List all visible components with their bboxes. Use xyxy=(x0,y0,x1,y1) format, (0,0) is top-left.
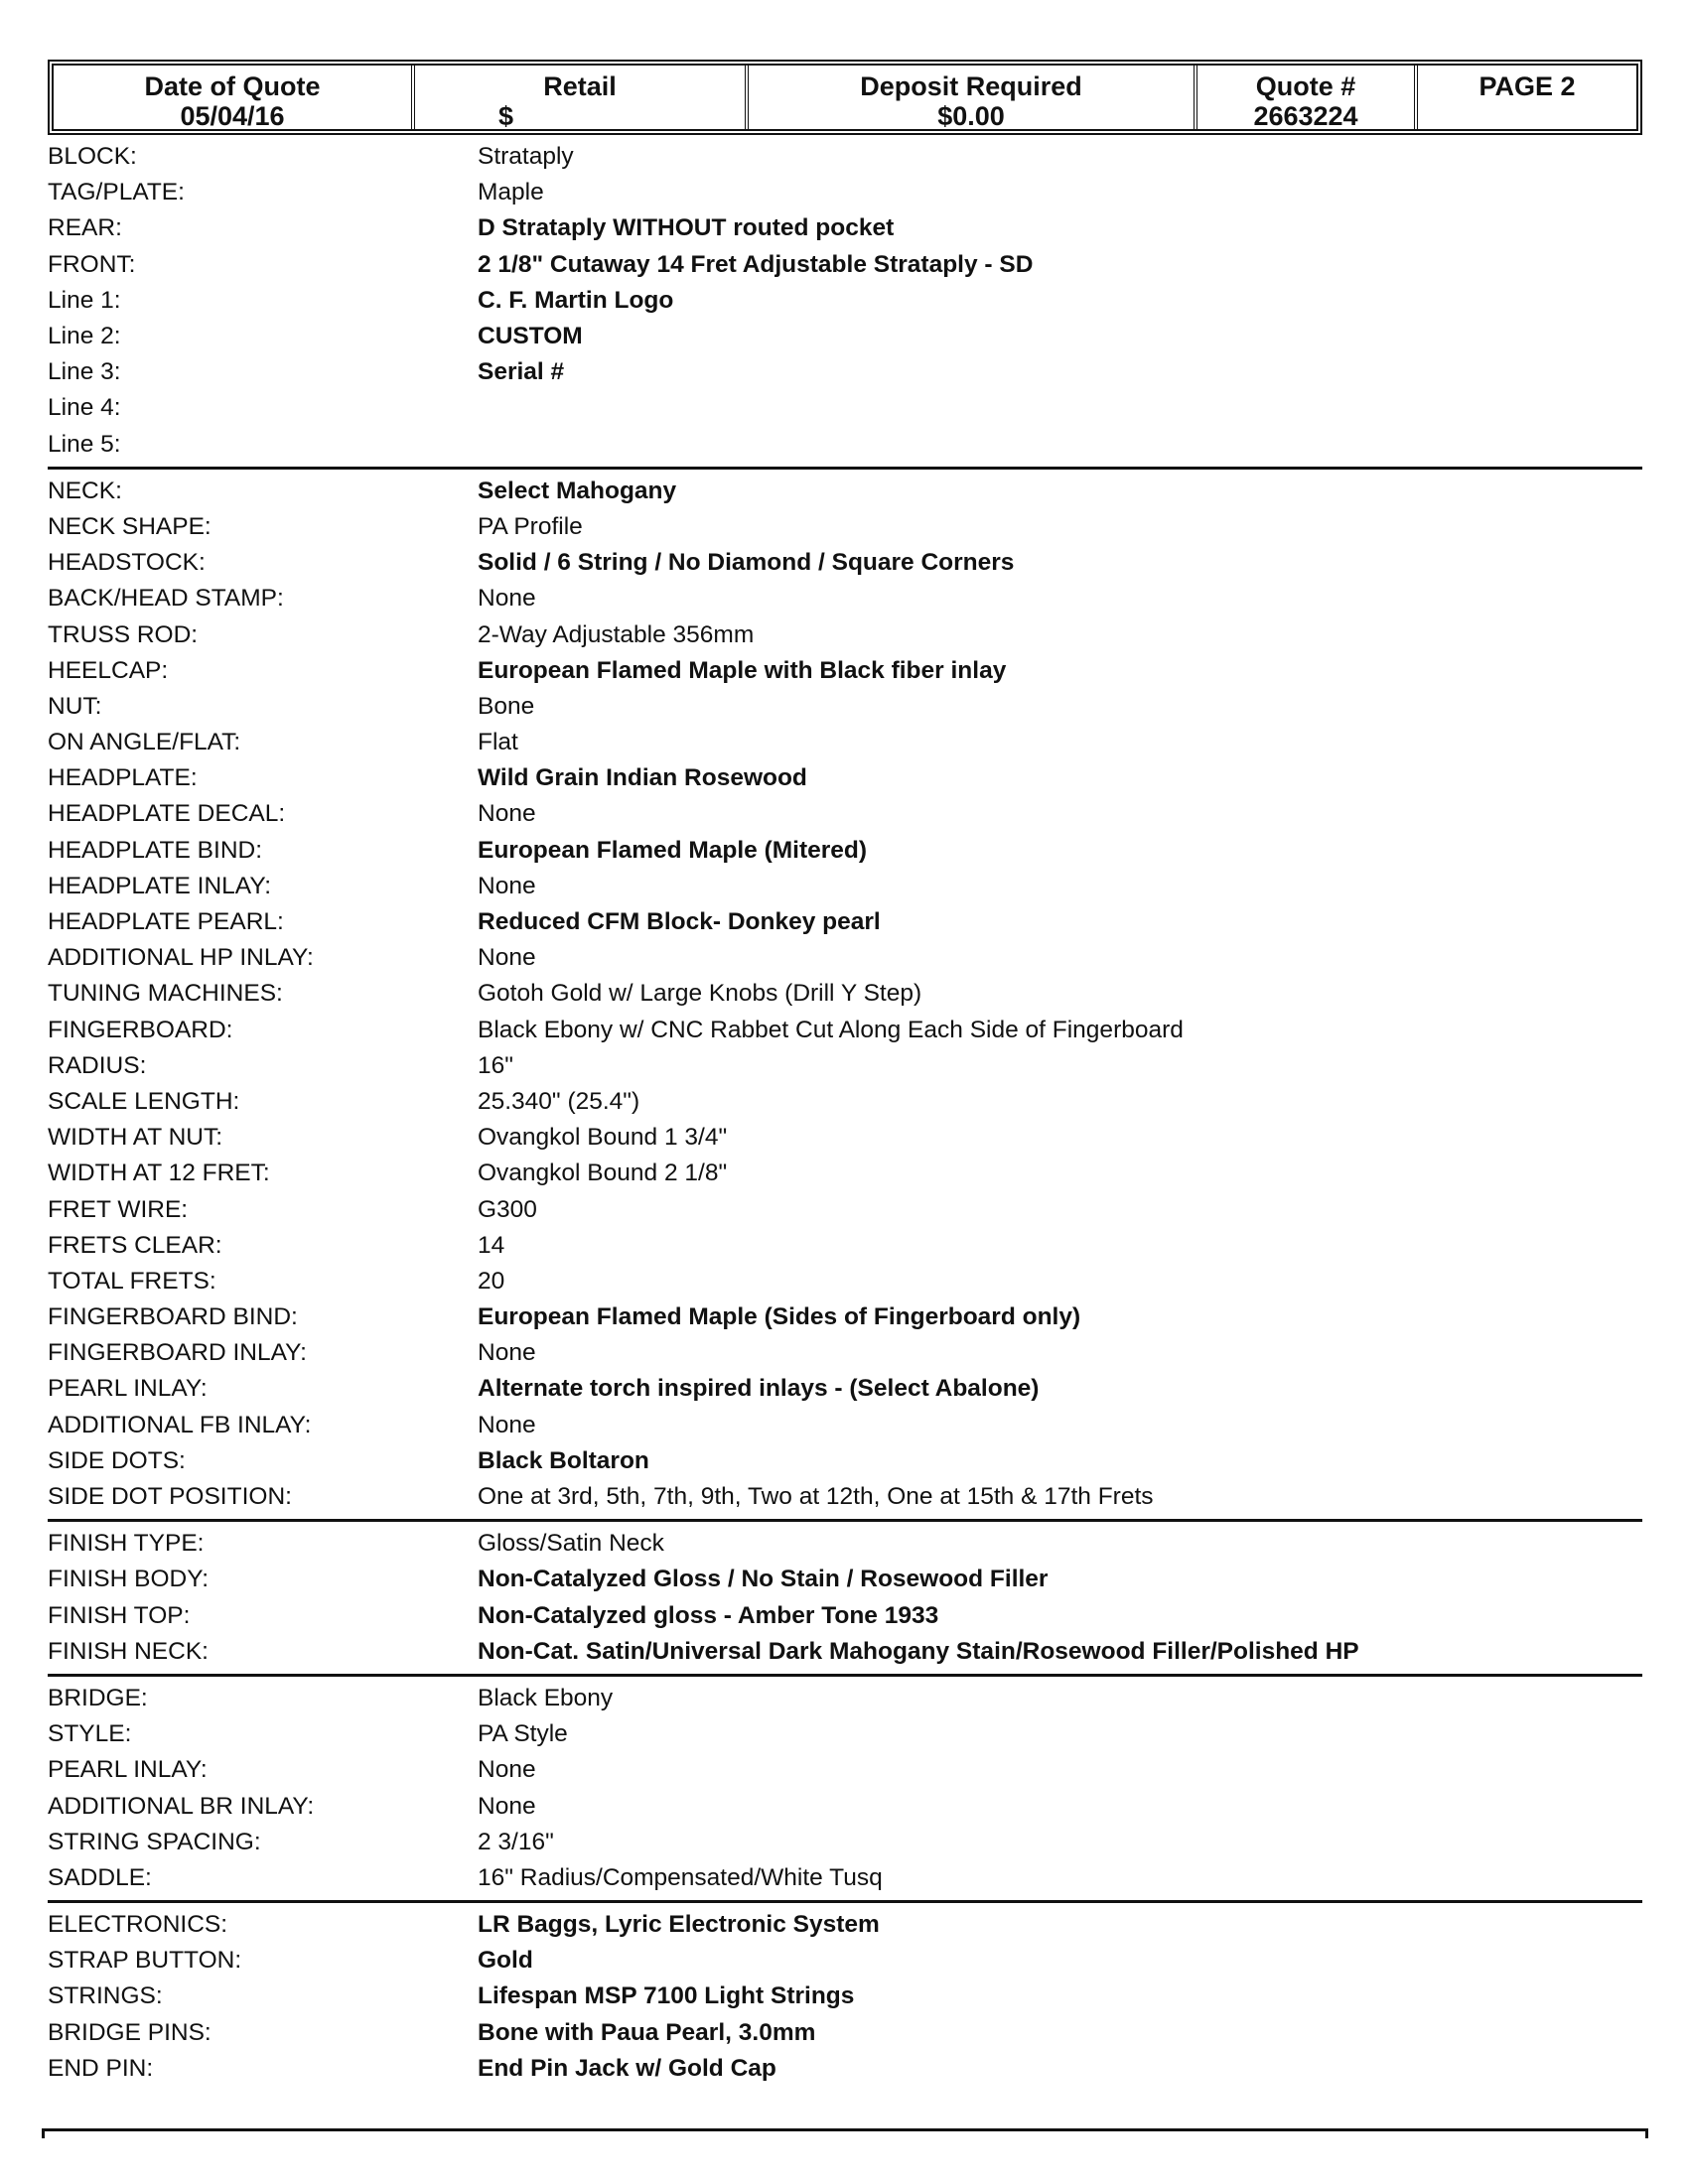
spec-label: RADIUS: xyxy=(48,1051,147,1079)
spec-value: None xyxy=(478,944,536,972)
spec-value: Non-Catalyzed gloss - Amber Tone 1933 xyxy=(478,1601,939,1629)
spec-row xyxy=(48,1943,1642,1979)
spec-row xyxy=(48,760,1642,796)
spec-row xyxy=(48,1048,1642,1084)
spec-label: NECK: xyxy=(48,477,122,504)
spec-section xyxy=(48,1677,1642,1903)
spec-row xyxy=(48,904,1642,940)
spec-label: Line 3: xyxy=(48,358,121,386)
spec-value: Black Ebony xyxy=(478,1684,614,1711)
spec-label: STRINGS: xyxy=(48,1982,163,2010)
spec-row xyxy=(48,354,1642,390)
spec-label: TUNING MACHINES: xyxy=(48,980,283,1008)
spec-value: Black Boltaron xyxy=(478,1446,649,1474)
retail-cell xyxy=(415,66,749,131)
spec-label: HEADPLATE: xyxy=(48,764,198,792)
spec-row xyxy=(48,796,1642,832)
spec-label: FINGERBOARD BIND: xyxy=(48,1303,298,1331)
spec-value: Serial # xyxy=(478,358,565,386)
spec-label: WIDTH AT 12 FRET: xyxy=(48,1160,270,1187)
spec-value: 16" xyxy=(478,1051,513,1079)
spec-label: FRET WIRE: xyxy=(48,1195,189,1223)
spec-row xyxy=(48,474,1642,509)
spec-label: PEARL INLAY: xyxy=(48,1375,208,1403)
spec-label: HEADPLATE BIND: xyxy=(48,836,263,864)
spec-row xyxy=(48,1228,1642,1264)
spec-label: Line 2: xyxy=(48,323,121,350)
spec-row xyxy=(48,1120,1642,1156)
spec-row xyxy=(48,1013,1642,1048)
spec-row xyxy=(48,1716,1642,1752)
spec-value: 16" Radius/Compensated/White Tusq xyxy=(478,1863,883,1891)
spec-row xyxy=(48,2051,1642,2087)
spec-value: D Strataply WITHOUT routed pocket xyxy=(478,214,895,242)
spec-value: Maple xyxy=(478,179,544,206)
spec-label: HEADPLATE PEARL: xyxy=(48,908,284,936)
spec-row xyxy=(48,940,1642,976)
spec-value: 25.340" (25.4") xyxy=(478,1087,640,1115)
spec-label: HEADPLATE DECAL: xyxy=(48,800,286,828)
spec-row xyxy=(48,139,1642,175)
spec-value: None xyxy=(478,872,536,899)
spec-section xyxy=(48,470,1642,1522)
spec-label: Line 1: xyxy=(48,286,121,314)
spec-row xyxy=(48,319,1642,354)
spec-row xyxy=(48,1443,1642,1479)
spec-label: ADDITIONAL FB INLAY: xyxy=(48,1411,312,1438)
page-number-cell xyxy=(1418,66,1636,131)
spec-row xyxy=(48,247,1642,283)
spec-label: FINISH BODY: xyxy=(48,1566,210,1593)
spec-label: FRONT: xyxy=(48,250,136,278)
spec-section xyxy=(48,1903,1642,2091)
spec-label: Line 5: xyxy=(48,430,121,458)
spec-row xyxy=(48,1408,1642,1443)
spec-label: REAR: xyxy=(48,214,122,242)
spec-label: FRETS CLEAR: xyxy=(48,1231,222,1259)
spec-label: HEADSTOCK: xyxy=(48,549,206,577)
spec-label: SCALE LENGTH: xyxy=(48,1087,240,1115)
spec-row xyxy=(48,1598,1642,1634)
spec-value: European Flamed Maple (Sides of Fingerboard only) xyxy=(478,1303,1081,1331)
spec-row xyxy=(48,2015,1642,2051)
spec-value: Gold xyxy=(478,1947,533,1975)
spec-value: 2 1/8" Cutaway 14 Fret Adjustable Strataply - SD xyxy=(478,250,1034,278)
spec-label: END PIN: xyxy=(48,2054,154,2082)
spec-row xyxy=(48,689,1642,725)
spec-value: Solid / 6 String / No Diamond / Square Corners xyxy=(478,549,1015,577)
quote-label: Quote # xyxy=(1255,71,1356,101)
spec-value: CUSTOM xyxy=(478,323,583,350)
page-label: PAGE 2 xyxy=(1478,71,1576,101)
spec-label: FINISH NECK: xyxy=(48,1637,209,1665)
spec-value: 2 3/16" xyxy=(478,1828,554,1855)
spec-row xyxy=(48,1825,1642,1860)
spec-value: One at 3rd, 5th, 7th, 9th, Two at 12th, One at 15th & 17th Frets xyxy=(478,1483,1154,1511)
spec-row xyxy=(48,581,1642,616)
spec-row xyxy=(48,1752,1642,1788)
spec-value: Bone with Paua Pearl, 3.0mm xyxy=(478,2018,816,2046)
spec-value: Lifespan MSP 7100 Light Strings xyxy=(478,1982,855,2010)
deposit-cell xyxy=(749,66,1197,131)
date-of-quote-cell xyxy=(54,66,415,131)
spec-label: FINGERBOARD: xyxy=(48,1016,233,1043)
spec-row xyxy=(48,1335,1642,1371)
spec-label: STYLE: xyxy=(48,1720,132,1748)
spec-label: ON ANGLE/FLAT: xyxy=(48,729,241,756)
spec-row xyxy=(48,1562,1642,1597)
retail-label: Retail xyxy=(543,71,617,101)
spec-label: NUT: xyxy=(48,692,102,720)
spec-row xyxy=(48,616,1642,652)
spec-row xyxy=(48,1860,1642,1896)
spec-value: None xyxy=(478,1411,536,1438)
spec-value: Ovangkol Bound 1 3/4" xyxy=(478,1124,728,1152)
quote-header xyxy=(48,60,1642,135)
spec-label: BRIDGE PINS: xyxy=(48,2018,211,2046)
spec-label: SADDLE: xyxy=(48,1863,152,1891)
spec-row xyxy=(48,1371,1642,1407)
spec-label: TRUSS ROD: xyxy=(48,620,199,648)
spec-value: 2-Way Adjustable 356mm xyxy=(478,620,755,648)
retail-value: $ xyxy=(498,101,514,131)
spec-value: European Flamed Maple (Mitered) xyxy=(478,836,868,864)
spec-label: STRAP BUTTON: xyxy=(48,1947,242,1975)
spec-row xyxy=(48,1191,1642,1227)
date-label: Date of Quote xyxy=(144,71,321,101)
spec-label: ADDITIONAL BR INLAY: xyxy=(48,1792,315,1820)
spec-label: FINGERBOARD INLAY: xyxy=(48,1339,307,1367)
spec-row xyxy=(48,210,1642,246)
spec-sections xyxy=(48,135,1642,2091)
spec-section xyxy=(48,1522,1642,1677)
spec-label: SIDE DOTS: xyxy=(48,1446,186,1474)
spec-row xyxy=(48,283,1642,319)
spec-row xyxy=(48,1526,1642,1562)
footer-rule xyxy=(42,2128,1648,2131)
spec-value: Strataply xyxy=(478,143,574,171)
spec-row xyxy=(48,725,1642,760)
spec-value: Select Mahogany xyxy=(478,477,677,504)
spec-label: Line 4: xyxy=(48,394,121,422)
spec-value: C. F. Martin Logo xyxy=(478,286,674,314)
spec-value: European Flamed Maple with Black fiber inlay xyxy=(478,656,1007,684)
quote-page xyxy=(48,60,1642,2091)
spec-row xyxy=(48,1979,1642,2014)
spec-label: ELECTRONICS: xyxy=(48,1911,228,1939)
spec-value: 14 xyxy=(478,1231,505,1259)
spec-value: LR Baggs, Lyric Electronic System xyxy=(478,1911,880,1939)
spec-row xyxy=(48,1681,1642,1716)
spec-row xyxy=(48,390,1642,426)
spec-label: WIDTH AT NUT: xyxy=(48,1124,223,1152)
quote-value: 2663224 xyxy=(1253,101,1358,131)
spec-label: FINISH TYPE: xyxy=(48,1530,205,1558)
spec-row xyxy=(48,545,1642,581)
spec-row xyxy=(48,976,1642,1012)
spec-value: Ovangkol Bound 2 1/8" xyxy=(478,1160,728,1187)
spec-row xyxy=(48,1156,1642,1191)
spec-row xyxy=(48,653,1642,689)
spec-value: 20 xyxy=(478,1267,505,1295)
spec-value: Flat xyxy=(478,729,518,756)
spec-value: PA Style xyxy=(478,1720,568,1748)
spec-label: HEADPLATE INLAY: xyxy=(48,872,272,899)
spec-label: NECK SHAPE: xyxy=(48,512,211,540)
spec-value: Gotoh Gold w/ Large Knobs (Drill Y Step) xyxy=(478,980,922,1008)
deposit-label: Deposit Required xyxy=(860,71,1082,101)
spec-value: Bone xyxy=(478,692,535,720)
spec-label: BLOCK: xyxy=(48,143,137,171)
spec-value: None xyxy=(478,1792,536,1820)
spec-row xyxy=(48,1084,1642,1120)
spec-row xyxy=(48,175,1642,210)
spec-row xyxy=(48,427,1642,463)
spec-section xyxy=(48,135,1642,470)
spec-row xyxy=(48,1479,1642,1515)
spec-value: None xyxy=(478,1756,536,1784)
spec-label: TOTAL FRETS: xyxy=(48,1267,216,1295)
spec-value: Wild Grain Indian Rosewood xyxy=(478,764,807,792)
spec-label: PEARL INLAY: xyxy=(48,1756,208,1784)
spec-value: Non-Cat. Satin/Universal Dark Mahogany Stain/Rosewood Filler/Polished HP xyxy=(478,1637,1359,1665)
spec-label: BACK/HEAD STAMP: xyxy=(48,585,284,613)
spec-row xyxy=(48,1788,1642,1824)
spec-label: BRIDGE: xyxy=(48,1684,148,1711)
spec-row xyxy=(48,1907,1642,1943)
date-value: 05/04/16 xyxy=(180,101,285,131)
spec-label: HEELCAP: xyxy=(48,656,169,684)
spec-value: G300 xyxy=(478,1195,537,1223)
spec-label: TAG/PLATE: xyxy=(48,179,185,206)
spec-row xyxy=(48,1264,1642,1299)
spec-value: Non-Catalyzed Gloss / No Stain / Rosewood Filler xyxy=(478,1566,1049,1593)
spec-value: Alternate torch inspired inlays - (Select Abalone) xyxy=(478,1375,1040,1403)
spec-value: Reduced CFM Block- Donkey pearl xyxy=(478,908,881,936)
spec-value: None xyxy=(478,585,536,613)
quote-number-cell xyxy=(1197,66,1418,131)
spec-row xyxy=(48,1299,1642,1335)
spec-value: Gloss/Satin Neck xyxy=(478,1530,664,1558)
spec-row xyxy=(48,833,1642,869)
spec-label: STRING SPACING: xyxy=(48,1828,261,1855)
deposit-value: $0.00 xyxy=(937,101,1005,131)
spec-value: PA Profile xyxy=(478,512,583,540)
spec-label: ADDITIONAL HP INLAY: xyxy=(48,944,314,972)
spec-label: SIDE DOT POSITION: xyxy=(48,1483,292,1511)
spec-row xyxy=(48,509,1642,545)
spec-label: FINISH TOP: xyxy=(48,1601,191,1629)
spec-value: None xyxy=(478,1339,536,1367)
spec-value: None xyxy=(478,800,536,828)
spec-value: End Pin Jack w/ Gold Cap xyxy=(478,2054,776,2082)
spec-value: Black Ebony w/ CNC Rabbet Cut Along Each Side of Fingerboard xyxy=(478,1016,1184,1043)
spec-row xyxy=(48,869,1642,904)
spec-row xyxy=(48,1634,1642,1670)
